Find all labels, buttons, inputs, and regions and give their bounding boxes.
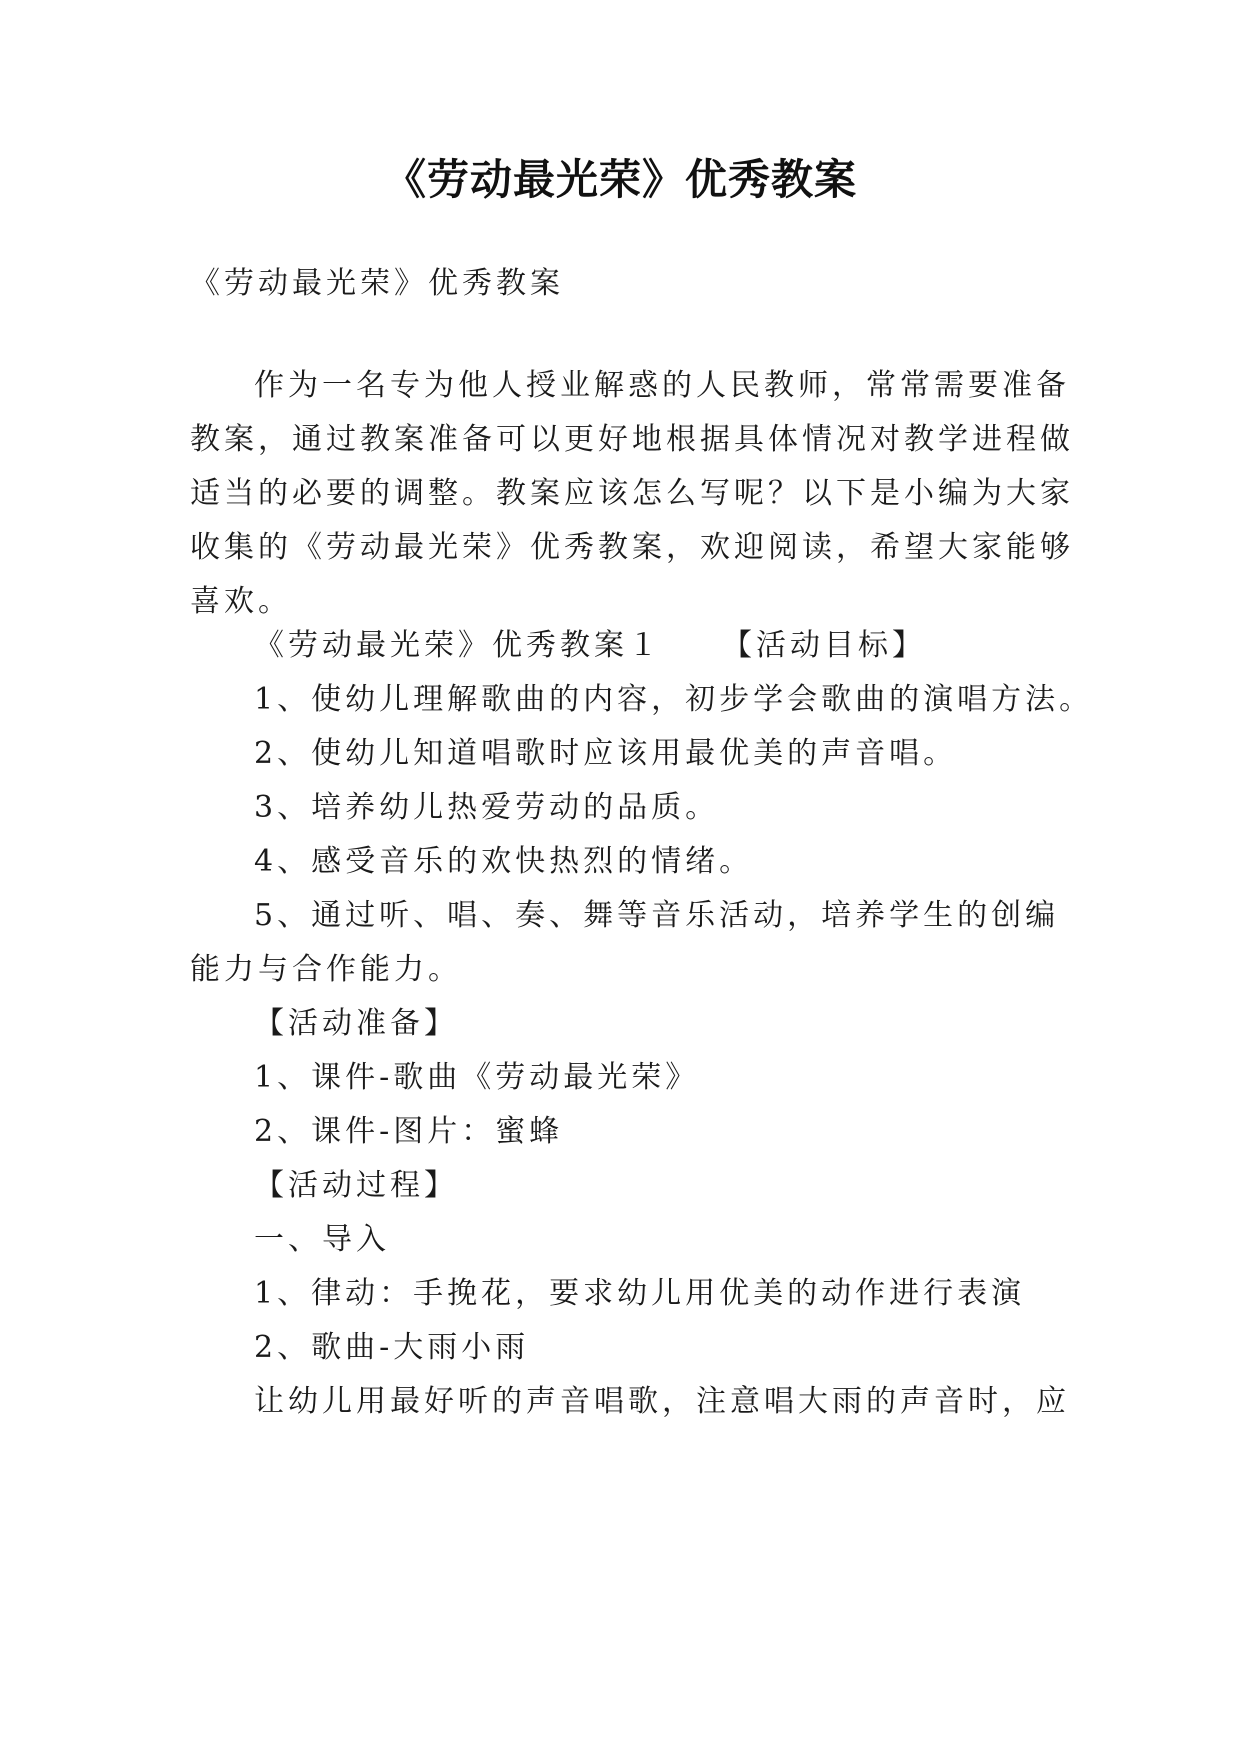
document-title: 《劳动最光荣》优秀教案	[383, 155, 857, 204]
prep-item: 1、课件-歌曲《劳动最光荣》	[254, 1060, 700, 1095]
goal-item: 能力与合作能力。	[190, 952, 462, 987]
process-item: 1、律动：手挽花，要求幼儿用优美的动作进行表演	[254, 1276, 1026, 1311]
intro-line: 作为一名专为他人授业解惑的人民教师，常常需要准备	[254, 368, 1070, 403]
section-heading: 《劳动最光荣》优秀教案１	[254, 628, 662, 663]
prep-item: 2、课件-图片：蜜蜂	[254, 1114, 564, 1149]
goal-item: 3、培养幼儿热爱劳动的品质。	[254, 790, 720, 825]
prep-heading: 【活动准备】	[254, 1006, 458, 1041]
process-item: 让幼儿用最好听的声音唱歌，注意唱大雨的声音时，应	[254, 1384, 1070, 1419]
document-subtitle: 《劳动最光荣》优秀教案	[190, 266, 564, 301]
goal-item: 1、使幼儿理解歌曲的内容，初步学会歌曲的演唱方法。	[254, 682, 1094, 717]
intro-line: 收集的《劳动最光荣》优秀教案，欢迎阅读，希望大家能够	[190, 530, 1074, 565]
intro-line: 教案，通过教案准备可以更好地根据具体情况对教学进程做	[190, 422, 1074, 457]
goal-item: 4、感受音乐的欢快热烈的情绪。	[254, 844, 754, 879]
process-item: 一、导入	[254, 1222, 390, 1257]
section-heading-row	[254, 626, 926, 666]
intro-line: 喜欢。	[190, 584, 292, 619]
intro-line: 适当的必要的调整。教案应该怎么写呢？以下是小编为大家	[190, 476, 1074, 511]
goal-item: 2、使幼儿知道唱歌时应该用最优美的声音唱。	[254, 736, 958, 771]
process-heading: 【活动过程】	[254, 1168, 458, 1203]
goal-heading: 【活动目标】	[722, 628, 926, 663]
goal-item: 5、通过听、唱、奏、舞等音乐活动，培养学生的创编	[254, 898, 1060, 933]
process-item: 2、歌曲-大雨小雨	[254, 1330, 530, 1365]
